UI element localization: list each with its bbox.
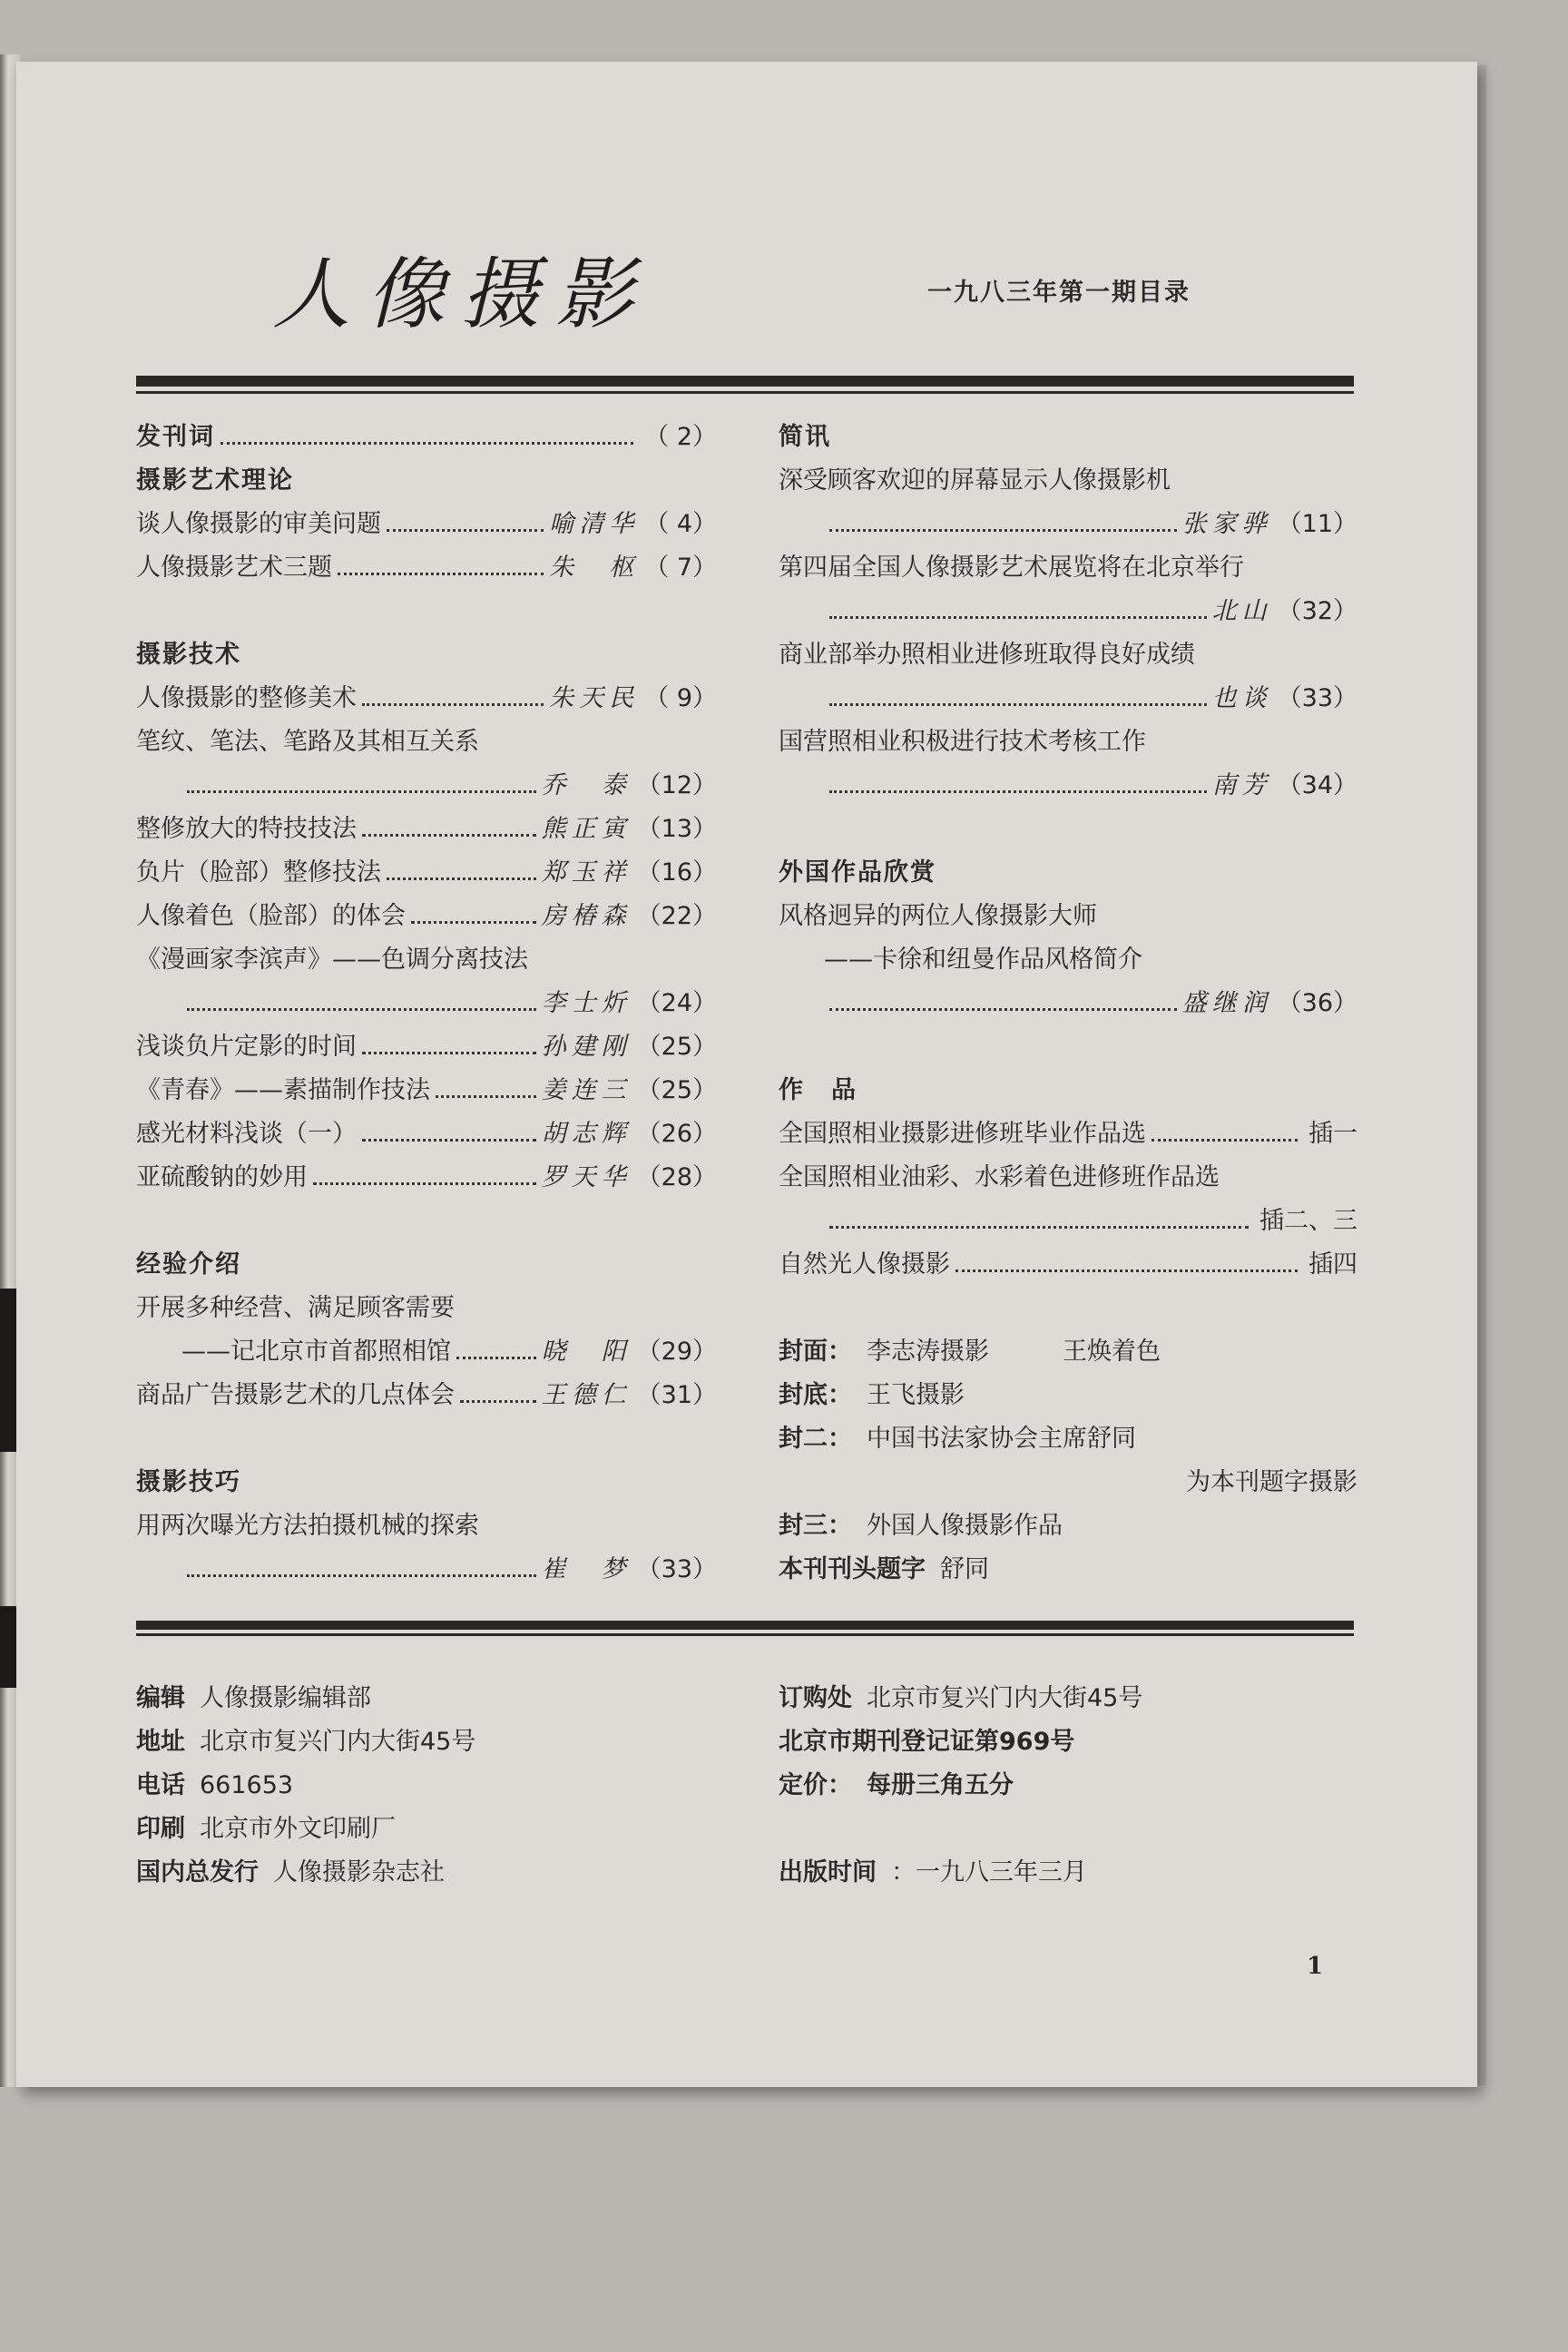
imprint-row: [136, 1808, 475, 1851]
toc-row: [779, 764, 1357, 808]
leader-dots: [829, 703, 1207, 706]
entry-page: （ 7）: [644, 554, 717, 582]
entry-page: （24）: [636, 989, 717, 1017]
section-heading: 摄影艺术理论: [136, 466, 294, 495]
binding-shadow: [0, 1606, 18, 1688]
entry-title: 用两次曝光方法拍摄机械的探索: [136, 1512, 479, 1540]
entry-title: 商品广告摄影艺术的几点体会: [136, 1381, 455, 1409]
toc-row: [136, 1025, 717, 1069]
credit-label: 封三：: [779, 1512, 852, 1540]
entry-page: （ 4）: [644, 510, 717, 538]
entry-title: 自然光人像摄影: [779, 1250, 950, 1279]
leader-dots: [956, 1269, 1298, 1272]
leader-dots: [460, 1400, 536, 1403]
page-edge: [1477, 65, 1486, 2085]
imprint-row: [136, 1764, 475, 1808]
entry-page: 插一: [1308, 1120, 1357, 1148]
imprint-label: 编辑: [136, 1684, 185, 1712]
section-heading: 作 品: [779, 1076, 858, 1104]
imprint-label: 地址: [136, 1728, 185, 1756]
leader-dots: [829, 790, 1207, 793]
toc-row: [779, 416, 1357, 459]
entry-page: （11）: [1277, 510, 1357, 538]
entry-title: 谈人像摄影的审美问题: [136, 510, 381, 538]
entry-author: 崔 梦: [541, 1555, 632, 1583]
leader-dots: [456, 1357, 536, 1359]
entry-page: （22）: [636, 902, 717, 930]
entry-title: 深受顾客欢迎的屏幕显示人像摄影机: [779, 466, 1171, 495]
entry-author: 晓 阳: [541, 1338, 632, 1366]
toc-row: [779, 1417, 1357, 1461]
entry-page: （25）: [636, 1033, 717, 1061]
toc-row: [779, 1243, 1357, 1287]
entry-title: 整修放大的特技技法: [136, 815, 357, 843]
entry-title: 商业部举办照相业进修班取得良好成绩: [779, 641, 1195, 669]
credit-value: 舒同: [940, 1555, 989, 1583]
toc-row: [136, 720, 717, 764]
toc-left-column: [136, 416, 717, 1592]
toc-row: [136, 1461, 717, 1504]
entry-author: 喻清华: [549, 510, 640, 538]
imprint-row: [779, 1677, 1142, 1720]
entry-author: 乔 泰: [541, 771, 632, 799]
leader-dots: [362, 1139, 536, 1142]
imprint-row: [136, 1677, 475, 1720]
issue-label: 一九八三年第一期目录: [927, 279, 1191, 307]
imprint-left: [136, 1677, 475, 1895]
imprint-row: [136, 1851, 475, 1895]
toc-row: [136, 982, 717, 1025]
toc-row: [136, 503, 717, 546]
entry-title: 风格迥异的两位人像摄影大师: [779, 902, 1097, 930]
spacer: [136, 590, 717, 633]
entry-author: 盛继润: [1181, 989, 1272, 1017]
leader-dots: [829, 529, 1177, 532]
toc-row: [779, 590, 1357, 633]
entry-page: （13）: [636, 815, 717, 843]
toc-row: [779, 633, 1357, 677]
toc-row: [779, 1112, 1357, 1156]
leader-dots: [362, 703, 544, 706]
spacer: [779, 1025, 1357, 1069]
entry-page: （31）: [636, 1381, 717, 1409]
entry-author: 也谈: [1211, 684, 1272, 712]
toc-row: [136, 938, 717, 982]
credit-value: 王飞摄影: [867, 1381, 965, 1409]
leader-dots: [313, 1182, 536, 1185]
entry-author: 房椿森: [541, 902, 632, 930]
imprint-label: 电话: [136, 1771, 185, 1799]
entry-title: 第四届全国人像摄影艺术展览将在北京举行: [779, 554, 1244, 582]
entry-author: 罗天华: [541, 1163, 632, 1191]
entry-page: （36）: [1277, 989, 1357, 1017]
entry-title: 《青春》——素描制作技法: [136, 1076, 430, 1104]
entry-title: 笔纹、笔法、笔路及其相互关系: [136, 728, 479, 756]
leader-dots: [436, 1095, 536, 1098]
imprint-value: 人像摄影编辑部: [200, 1684, 371, 1712]
toc-row: [136, 546, 717, 590]
imprint-label: 出版时间: [779, 1858, 877, 1886]
entry-page: （28）: [636, 1163, 717, 1191]
section-heading: 简讯: [779, 423, 831, 451]
toc-row: [779, 982, 1357, 1025]
toc-row: [136, 1330, 717, 1374]
entry-title: 国营照相业积极进行技术考核工作: [779, 728, 1146, 756]
toc-row: [136, 459, 717, 503]
imprint-value: 北京市复兴门内大街45号: [200, 1728, 476, 1756]
section-heading: 摄影技术: [136, 641, 241, 669]
toc-row: [136, 764, 717, 808]
toc-row: [136, 1374, 717, 1417]
imprint-row: [136, 1720, 475, 1764]
toc-row: [136, 851, 717, 895]
entry-title: 全国照相业摄影进修班毕业作品选: [779, 1120, 1146, 1148]
toc-row: [136, 808, 717, 851]
entry-author: 王德仁: [541, 1381, 632, 1409]
toc-row: [779, 546, 1357, 590]
credit-label: 封二：: [779, 1425, 852, 1453]
entry-page: （33）: [636, 1555, 717, 1583]
toc-row: [779, 895, 1357, 938]
toc-right-column: [779, 416, 1357, 1592]
entry-page: 插二、三: [1259, 1207, 1357, 1235]
entry-author: 北山: [1211, 597, 1272, 625]
credit-label: 封面：: [779, 1338, 852, 1366]
toc-row: [136, 1548, 717, 1592]
credit-value: 外国人像摄影作品: [867, 1512, 1063, 1540]
entry-title: 人像着色（脸部）的体会: [136, 902, 406, 930]
entry-author: 朱天民: [549, 684, 640, 712]
toc-row: [136, 416, 717, 459]
entry-page: （33）: [1277, 684, 1357, 712]
entry-page: （32）: [1277, 597, 1357, 625]
imprint-label: 印刷: [136, 1815, 185, 1843]
entry-author: 胡志辉: [541, 1120, 632, 1148]
entry-author: 李士炘: [541, 989, 632, 1017]
entry-page: （34）: [1277, 771, 1357, 799]
entry-title: 《漫画家李滨声》——色调分离技法: [136, 946, 528, 974]
entry-author: 郑玉祥: [541, 858, 632, 887]
masthead-title: 人像摄影: [272, 250, 650, 340]
toc-row: [779, 1069, 1357, 1112]
toc-row: [779, 1374, 1357, 1417]
toc-row: [136, 1156, 717, 1200]
entry-title: 浅谈负片定影的时间: [136, 1033, 357, 1061]
imprint-label: 订购处: [779, 1684, 852, 1712]
leader-dots: [1152, 1139, 1298, 1142]
footer-rule-thin: [136, 1633, 1354, 1636]
section-heading: 外国作品欣赏: [779, 858, 936, 887]
toc-row: [779, 851, 1357, 895]
entry-page: 插四: [1308, 1250, 1357, 1279]
credit-label: 本刊刊头题字: [779, 1555, 926, 1583]
leader-dots: [220, 442, 633, 445]
entry-title: 亚硫酸钠的妙用: [136, 1163, 308, 1191]
toc-row: [136, 1243, 717, 1287]
toc-row: [779, 677, 1357, 720]
leader-dots: [362, 834, 536, 837]
toc-row: [779, 503, 1357, 546]
top-rule-thin: [136, 391, 1354, 394]
leader-dots: [829, 616, 1207, 619]
imprint-row: [779, 1720, 1142, 1764]
leader-dots: [411, 921, 536, 924]
imprint-value: 每册三角五分: [867, 1771, 1014, 1799]
imprint-label: 国内总发行: [136, 1858, 259, 1886]
entry-author: 南芳: [1211, 771, 1272, 799]
credit-label: 封底：: [779, 1381, 852, 1409]
entry-page: （26）: [636, 1120, 717, 1148]
imprint-value: 北京市复兴门内大街45号: [867, 1684, 1143, 1712]
toc-row: [779, 720, 1357, 764]
leader-dots: [187, 1574, 536, 1577]
imprint-value: ：一九八三年三月: [891, 1858, 1087, 1886]
toc-row: [136, 633, 717, 677]
imprint-label: 北京市期刊登记证第969号: [779, 1728, 1075, 1756]
entry-page: （ 2）: [644, 423, 717, 451]
entry-title: 人像摄影的整修美术: [136, 684, 357, 712]
binding-shadow: [0, 1289, 18, 1452]
entry-title: 开展多种经营、满足顾客需要: [136, 1294, 455, 1322]
toc-row: [779, 1330, 1357, 1374]
top-rule-thick: [136, 376, 1354, 387]
toc-row: [779, 1548, 1357, 1592]
toc-row: [779, 938, 1357, 982]
spacer: [779, 808, 1357, 851]
leader-dots: [387, 529, 544, 532]
entry-title: ——记北京市首都照相馆: [181, 1338, 451, 1366]
entry-page: （29）: [636, 1338, 717, 1366]
entry-page: （ 9）: [644, 684, 717, 712]
toc-row: [136, 677, 717, 720]
entry-title: 感光材料浅谈（一）: [136, 1120, 357, 1148]
entry-title: 负片（脸部）整修技法: [136, 858, 381, 887]
entry-page: （25）: [636, 1076, 717, 1104]
page-number: 1: [1307, 1953, 1324, 1980]
imprint-value: 北京市外文印刷厂: [200, 1815, 396, 1843]
leader-dots: [829, 1226, 1249, 1229]
entry-title: 为本刊题字摄影: [1186, 1468, 1357, 1496]
section-heading: 经验介绍: [136, 1250, 241, 1279]
entry-author: 姜连三: [541, 1076, 632, 1104]
imprint-row: [779, 1764, 1142, 1808]
imprint-row: [779, 1851, 1142, 1895]
spacer: [136, 1200, 717, 1243]
entry-page: （16）: [636, 858, 717, 887]
toc-row: [136, 1112, 717, 1156]
entry-author: 张家骅: [1181, 510, 1272, 538]
imprint-value: 人像摄影杂志社: [273, 1858, 445, 1886]
toc-row: [136, 895, 717, 938]
imprint-row: [779, 1808, 1142, 1851]
spacer: [136, 1417, 717, 1461]
leader-dots: [387, 877, 536, 880]
imprint-value: 661653: [200, 1771, 294, 1799]
toc-row: [136, 1069, 717, 1112]
toc-row: [779, 1504, 1357, 1548]
section-heading: 摄影技巧: [136, 1468, 241, 1496]
footer-rule-thick: [136, 1621, 1354, 1630]
credit-value: 中国书法家协会主席舒同: [867, 1425, 1136, 1453]
entry-author: 孙建刚: [541, 1033, 632, 1061]
entry-author: 熊正寅: [541, 815, 632, 843]
toc-row: [136, 1287, 717, 1330]
entry-title: 发刊词: [136, 423, 215, 451]
credit-value: 李志涛摄影 王焕着色: [867, 1338, 1161, 1366]
toc-row: [779, 1200, 1357, 1243]
leader-dots: [338, 573, 544, 575]
imprint-right: [779, 1677, 1142, 1895]
entry-page: （12）: [636, 771, 717, 799]
imprint-label: 定价：: [779, 1771, 852, 1799]
leader-dots: [829, 1008, 1177, 1011]
leader-dots: [187, 790, 536, 793]
entry-author: 朱 枢: [549, 554, 640, 582]
entry-title: 人像摄影艺术三题: [136, 554, 332, 582]
toc-row: [779, 1156, 1357, 1200]
toc-row: [779, 1461, 1357, 1504]
toc-row: [779, 459, 1357, 503]
toc-row: [136, 1504, 717, 1548]
entry-title: 全国照相业油彩、水彩着色进修班作品选: [779, 1163, 1220, 1191]
leader-dots: [187, 1008, 536, 1011]
leader-dots: [362, 1052, 536, 1054]
spacer: [779, 1287, 1357, 1330]
entry-title: ——卡徐和纽曼作品风格简介: [824, 946, 1142, 974]
